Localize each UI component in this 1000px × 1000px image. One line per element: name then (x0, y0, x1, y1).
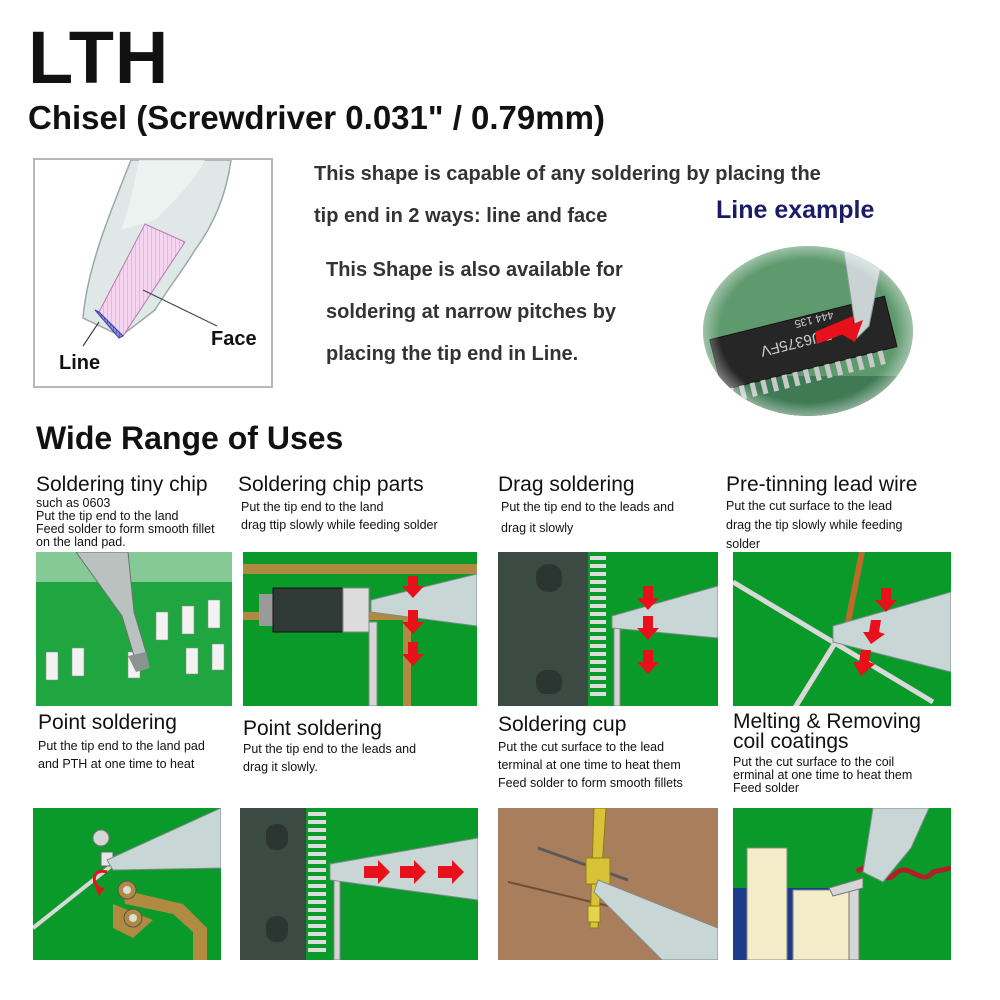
use-caption-point-soldering-2 (243, 718, 416, 776)
use-title: Melting & Removing coil coatings (733, 710, 921, 753)
use-line: Feed solder to form smooth fillet (36, 522, 215, 536)
use-line: terminal at one time to heat them (498, 758, 681, 772)
use-line: solder (726, 537, 761, 551)
tip-diagram (33, 158, 273, 388)
description-line-5: placing the tip end in Line. (326, 343, 579, 365)
use-title: Point soldering (38, 711, 177, 734)
description-line-2: tip end in 2 ways: line and face (314, 205, 608, 227)
use-line: such as 0603 (36, 496, 111, 510)
use-line: Feed solder to form smooth fillets (498, 776, 683, 790)
use-title: Soldering tiny chip (36, 473, 208, 496)
description-line-1: This shape is capable of any soldering by placing the (314, 163, 821, 185)
use-line: Put the tip end to the leads and (243, 742, 417, 756)
use-image-pre-tinning (733, 552, 951, 706)
use-line: drag it slowly (501, 521, 574, 535)
use-caption-chip-parts (238, 474, 438, 534)
use-line: Put the tip end to the land (241, 500, 384, 514)
line-label: Line (59, 352, 101, 374)
use-line: Feed solder (733, 781, 800, 795)
use-image-drag-soldering (498, 552, 718, 706)
use-line: Put the cut surface to the lead (498, 740, 665, 754)
brand-title: LTH (28, 16, 170, 99)
use-line: Put the tip end to the land (36, 509, 179, 523)
line-example-label: Line example (716, 196, 875, 224)
use-line: on the land pad. (36, 535, 126, 549)
description-line-4: soldering at narrow pitches by (326, 301, 617, 323)
use-title: Pre-tinning lead wire (726, 473, 918, 496)
use-caption-pre-tinning (726, 474, 917, 554)
face-label: Face (211, 328, 257, 350)
use-title: Soldering cup (498, 713, 627, 736)
use-image-soldering-cup (498, 808, 718, 960)
use-image-point-soldering-1 (33, 808, 221, 960)
use-image-coil-coatings (733, 808, 951, 960)
use-line: Put the cut surface to the coil (733, 755, 895, 769)
use-image-tiny-chip (36, 552, 232, 706)
use-caption-drag-soldering (498, 474, 674, 539)
use-line: drag the tip slowly while feeding (726, 518, 903, 532)
product-subtitle: Chisel (Screwdriver 0.031" / 0.79mm) (28, 99, 605, 136)
use-image-point-soldering-2 (240, 808, 478, 960)
line-example-photo (703, 246, 913, 416)
use-line: drag ttip slowly while feeding solder (241, 518, 438, 532)
use-image-chip-parts (243, 552, 477, 706)
use-line: Put the cut surface to the lead (726, 499, 893, 513)
use-caption-tiny-chip (36, 474, 215, 549)
use-caption-coil-coatings (733, 712, 921, 795)
use-line: and PTH at one time to heat (38, 757, 195, 771)
use-line: drag it slowly. (243, 760, 318, 774)
use-title: Drag soldering (498, 473, 635, 496)
use-caption-point-soldering-1 (38, 712, 205, 773)
use-caption-soldering-cup (498, 714, 683, 792)
use-title: Point soldering (243, 717, 382, 740)
section-title: Wide Range of Uses (36, 420, 344, 456)
use-line: Put the tip end to the leads and (501, 500, 675, 514)
use-line: erminal at one time to heat them (733, 768, 913, 782)
use-line: Put the tip end to the land pad (38, 739, 205, 753)
description-line-3: This Shape is also available for (326, 259, 623, 281)
use-title: Soldering chip parts (238, 473, 424, 496)
